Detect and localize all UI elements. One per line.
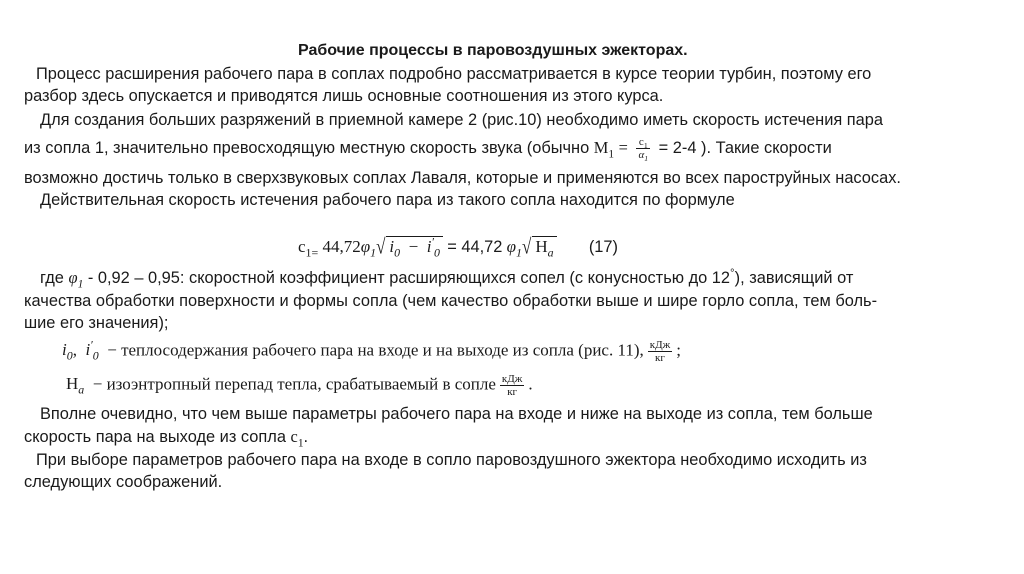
sqrt-sign: √ (522, 234, 532, 259)
unit-fraction (500, 373, 524, 398)
equals-sign: = (618, 137, 628, 157)
phi-symbol-2 (506, 237, 522, 260)
prime-mark: ′ (90, 337, 93, 352)
h-symbol (66, 374, 85, 397)
paragraph-1-line-2: разбор здесь опускается и приводятся лишь основные соотношения из этого курса. (24, 87, 664, 105)
c-subscript: 1 (297, 437, 304, 450)
phi-letter: φ (506, 237, 517, 256)
phi-symbol (68, 268, 84, 291)
h-subscript: a (78, 382, 85, 397)
paragraph-2-line-3: возможно достичь только в сверхзвуковых соплах Лаваля, которые и применяются во всех пароструйных насосах. (24, 169, 901, 187)
fraction-denominator (636, 149, 650, 164)
formula-17 (298, 234, 618, 260)
mach-symbol: M (593, 137, 609, 157)
phi-subscript: 1 (77, 278, 84, 291)
text-fragment: скорость пара на выходе из сопла (24, 428, 286, 446)
text-fragment: = 2-4 ). Такие скорости (658, 138, 832, 157)
lhs-subscript: 1= (305, 245, 319, 260)
denominator-symbol: α (638, 149, 645, 161)
phi-subscript: 1 (370, 245, 377, 260)
denominator-subscript: 1 (644, 154, 649, 164)
formula-lhs (298, 237, 319, 260)
paragraph-3-line-1: Действительная скорость истечения рабочего пара из такого сопла находится по формуле (40, 191, 735, 209)
h-symbol: H (535, 237, 548, 256)
c1-symbol (290, 427, 304, 450)
i-letter: i (62, 340, 67, 360)
page-title: Рабочие процессы в паровоздушных эжекторах. (298, 42, 688, 59)
mach-subscript: 1 (608, 148, 615, 161)
definition-enthalpy (62, 339, 681, 364)
where-line-3: шие его значения); (24, 314, 169, 332)
phi-symbol (360, 237, 377, 260)
paragraph-1-line-1: Процесс расширения рабочего пара в соплах подробно рассматривается в курсе теории турбин, поэтому его (36, 65, 872, 83)
paragraph-2-line-1: Для создания больших разряжений в приемной камере 2 (рис.10) необходимо иметь скорость истечения пара (40, 111, 884, 129)
paragraph-2-line-2 (24, 136, 832, 164)
prime-mark: ′ (431, 234, 435, 249)
definition-text: − изоэнтропный перепад тепла, срабатываемый в сопле (92, 374, 496, 394)
unit-denominator: кг (507, 386, 518, 398)
paragraph-5-line-2: следующих соображений. (24, 473, 223, 491)
sqrt-content-2 (532, 236, 556, 260)
i0-symbol: i (389, 237, 395, 256)
i0-prime-symbol: i (426, 237, 432, 256)
text-fragment: ), зависящий от (734, 269, 854, 287)
paragraph-4-line-1: Вполне очевидно, что чем выше параметры рабочего пара на входе и ниже на выходе из сопла, тем больше (40, 405, 873, 423)
lhs-symbol: c (298, 237, 306, 256)
definition-text: − теплосодержания рабочего пара на входе и на выходе из сопла (рис. 11), (107, 340, 644, 360)
paragraph-5-line-1: При выборе параметров рабочего пара на входе в сопло паровоздушного эжектора необходимо исходить из (36, 451, 867, 469)
text-fragment: - 0,92 – 0,95: скоростной коэффициент расширяющихся сопел (с конусностью до 12 (87, 269, 731, 287)
phi-subscript: 1 (516, 245, 522, 260)
numerator-subscript: 1 (643, 141, 648, 151)
phi-letter: φ (68, 268, 78, 287)
unit-numerator: кДж (649, 339, 671, 351)
formula-number: (17) (588, 238, 618, 256)
phi-letter: φ (360, 237, 371, 256)
definition-heat-drop (66, 373, 533, 398)
comma: , (72, 340, 77, 360)
i-letter: i (85, 340, 91, 360)
degree-mark: ° (730, 267, 735, 280)
where-line-1 (40, 267, 854, 291)
formula-coefficient: 44,72 (322, 237, 361, 256)
where-word: где (40, 269, 64, 287)
sqrt-sign: √ (376, 234, 386, 259)
i-subscript: 0 (66, 348, 73, 363)
unit-numerator: кДж (501, 373, 523, 385)
fraction-numerator (636, 136, 650, 149)
i0-symbol (62, 340, 73, 363)
c-letter: c (290, 427, 298, 446)
unit-denominator: кг (655, 352, 665, 364)
text-fragment: из сопла 1, значительно превосходящую местную скорость звука (обычно (24, 138, 590, 157)
i0-prime-subscript: 0 (434, 245, 440, 260)
unit-fraction (648, 339, 672, 364)
sqrt-content (386, 234, 443, 260)
period: . (303, 428, 309, 446)
h-letter: H (66, 374, 79, 394)
mach-fraction (636, 136, 650, 164)
formula-middle: = 44,72 (447, 238, 503, 256)
i0-subscript: 0 (394, 245, 401, 260)
i0-prime-symbol (85, 337, 99, 363)
paragraph-4-line-2 (24, 427, 309, 450)
where-line-2: качества обработки поверхности и формы сопла (чем качество обработки выше и шире горло сопла, тем боль- (24, 292, 878, 310)
i-subscript: 0 (92, 348, 99, 363)
semicolon: ; (676, 340, 681, 360)
period: . (528, 374, 533, 394)
h-subscript: a (547, 245, 554, 260)
mach-number (593, 137, 615, 161)
numerator-symbol: c (638, 136, 644, 148)
minus-sign: − (408, 237, 419, 256)
